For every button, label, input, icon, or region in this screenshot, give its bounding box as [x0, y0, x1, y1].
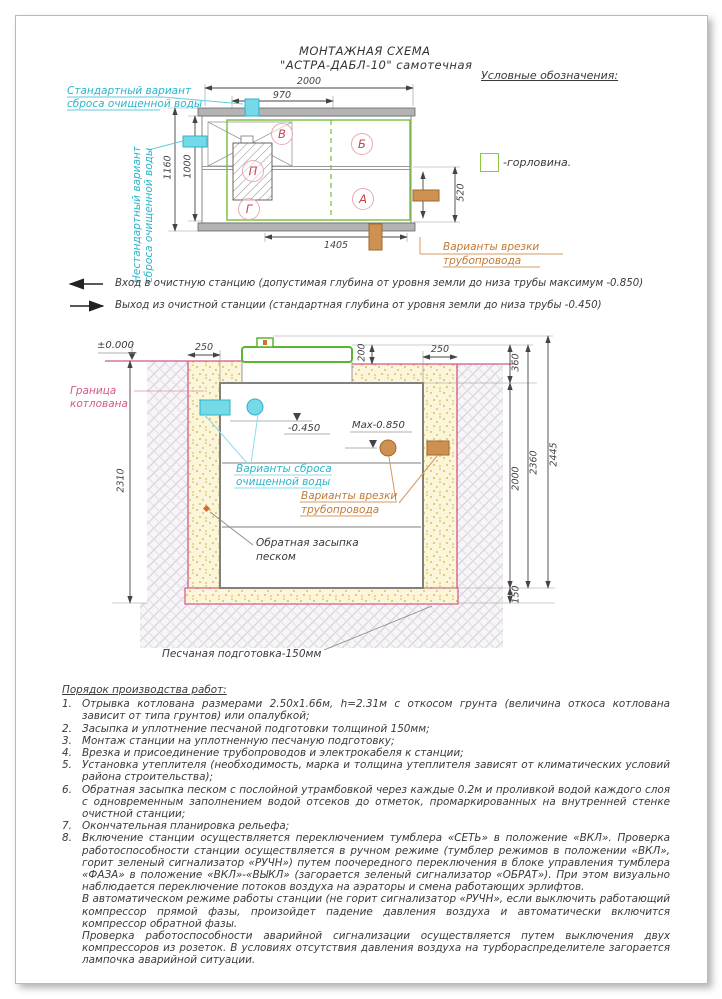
dim-sec-360: 360: [510, 353, 522, 372]
inlet-note: Вход в очистную станцию (допустимая глубина от уровня земли до низа трубы максимум -0.850): [115, 278, 644, 289]
dim-plan-1000: 1000: [182, 154, 194, 179]
procedure-item: [62, 723, 670, 735]
procedure-item-number: 4.: [62, 747, 72, 760]
sheet-subtitle: "АСТРА-ДАБЛ-10" самотечная: [280, 58, 473, 72]
procedure-item: [62, 784, 670, 821]
dim-sec-2445: 2445: [548, 442, 560, 467]
procedure-item-text: Установка утеплителя (необходимость, марка и толщина утеплителя зависят от климатических условий района строительства);: [82, 759, 670, 784]
backfill-label-1: Обратная засыпка: [256, 537, 359, 549]
dim-sec-250-right: 250: [430, 344, 450, 355]
procedure-item: [62, 698, 670, 722]
chamber-B: Б: [358, 137, 366, 151]
dim-sec-200: 200: [356, 343, 368, 362]
procedure-item-text: Монтаж станции на уплотненную песчаную подготовку;: [82, 734, 395, 747]
chamber-A: А: [359, 192, 367, 206]
procedure-title: Порядок производства работ:: [62, 684, 227, 696]
level-max0850-label: Мах-0.850: [352, 420, 405, 431]
sand-prep-label: Песчаная подготовка-150мм: [162, 648, 322, 660]
procedure-item-number: 6.: [62, 783, 72, 796]
procedure-item-text: Включение станции осуществляется переключением тумблера «СЕТЬ» в положение «ВКЛ». Проверка работоспособности станции осуществляется в ручном режиме (тумблер режимов в положении «ВКЛ», горит зеленый сигнализатор «РУЧН») путем поочередного переключения в блоке управления тумблера «ФАЗА» в положение «ВКЛ»-«ВЫКЛ» (загорается зеленый сигнализатор «ОБРАТ»). При этом визуально наблюдается переключение потоков воздуха на аэраторы и смена работающих эрлифтов.: [82, 832, 670, 894]
dim-sec-2360: 2360: [528, 450, 540, 475]
procedure-item: [62, 759, 670, 783]
outlet-note: Выход из очистной станции (стандартная глубина от уровня земли до низа трубы -0.450): [115, 300, 602, 311]
dim-plan-520: 520: [455, 183, 467, 202]
procedure-item-text: Обратная засыпка песком с послойной утрамбовкой через каждые 0.2м и проливкой водой каждого слоя с одновременным заполнением водой отсеков до отметок, промаркированных на внутренней стенке очистной станции;: [82, 783, 670, 821]
procedure-item: [62, 735, 670, 747]
procedure-item-text: Отрывка котлована размерами 2.50х1.66м, h=2.31м с откосом грунта (величина откоса котлована зависит от типа грунтов) или опалубкой;: [82, 698, 670, 723]
procedure-item-number: 7.: [62, 820, 72, 833]
section-pipe-tap-label-1: Варианты врезки: [301, 490, 398, 502]
level-0450-label: -0.450: [288, 423, 321, 434]
procedure-item-text: Врезка и присоединение трубопроводов и электрокабеля к станции;: [82, 747, 464, 760]
work-procedure: [62, 684, 670, 967]
dim-plan-970: 970: [272, 90, 292, 101]
pit-boundary-label-2: котлована: [70, 398, 128, 410]
section-pipe-tap-label-2: трубопровода: [301, 504, 380, 516]
procedure-item: [62, 747, 670, 759]
procedure-item-number: 1.: [62, 698, 72, 711]
section-discharge-label-2: очищенной воды: [236, 476, 331, 488]
pit-boundary-label-1: Граница: [70, 385, 117, 397]
procedure-extra-paragraph: Проверка работоспособности аварийной сигнализации осуществляется путем выключения двух компрессоров из розеток. В условиях отсутствия давления воздуха на турбораспределителе загорается лампочка аварийной ситуации.: [82, 930, 670, 967]
procedure-item-text: Окончательная планировка рельефа;: [82, 820, 290, 833]
dim-plan-1160: 1160: [162, 155, 174, 180]
procedure-item-number: 2.: [62, 722, 72, 735]
procedure-item-number: 8.: [62, 832, 72, 845]
procedure-item: [62, 820, 670, 832]
dim-sec-2000: 2000: [510, 466, 522, 491]
dim-sec-150: 150: [510, 585, 522, 604]
procedure-item: [62, 832, 670, 893]
neck-symbol-swatch: [480, 153, 499, 172]
standard-discharge-label-1: Стандартный вариант: [67, 85, 192, 97]
procedure-item-text: Засыпка и уплотнение песчаной подготовки толщиной 150мм;: [82, 722, 430, 735]
legend-neck-label: -горловина.: [503, 156, 572, 169]
standard-discharge-label-2: сброса очищенной воды: [67, 98, 203, 110]
dim-plan-2000: 2000: [296, 76, 322, 87]
plan-pipe-tap-label-2: трубопровода: [443, 255, 522, 267]
level-zero-mark: ±0.000: [97, 340, 135, 351]
dim-sec-250-left: 250: [194, 342, 214, 353]
plan-pipe-tap-label-1: Варианты врезки: [443, 241, 540, 253]
nonstandard-discharge-label: Нестандартный вариант сброса очищенной воды: [131, 146, 155, 283]
chamber-G: Г: [245, 202, 253, 216]
legend-title: Условные обозначения:: [481, 69, 619, 82]
procedure-extra: [62, 893, 670, 966]
procedure-item-number: 5.: [62, 759, 72, 772]
backfill-label-2: песком: [256, 551, 296, 563]
dim-sec-2310: 2310: [115, 468, 127, 493]
procedure-item-number: 3.: [62, 734, 72, 747]
procedure-extra-paragraph: В автоматическом режиме работы станции (не горит сигнализатор «РУЧН», если выключить работающий компрессор прямой фазы, произойдет падение давления воздуха и автоматически включится компрессор обратной фазы.: [82, 893, 670, 930]
procedure-list: [62, 698, 670, 893]
sheet-title: МОНТАЖНАЯ СХЕМА: [299, 44, 431, 58]
dim-plan-1405: 1405: [323, 240, 349, 251]
section-discharge-label-1: Варианты сброса: [236, 463, 332, 475]
chamber-P: П: [248, 164, 258, 178]
chamber-V: В: [278, 127, 286, 141]
